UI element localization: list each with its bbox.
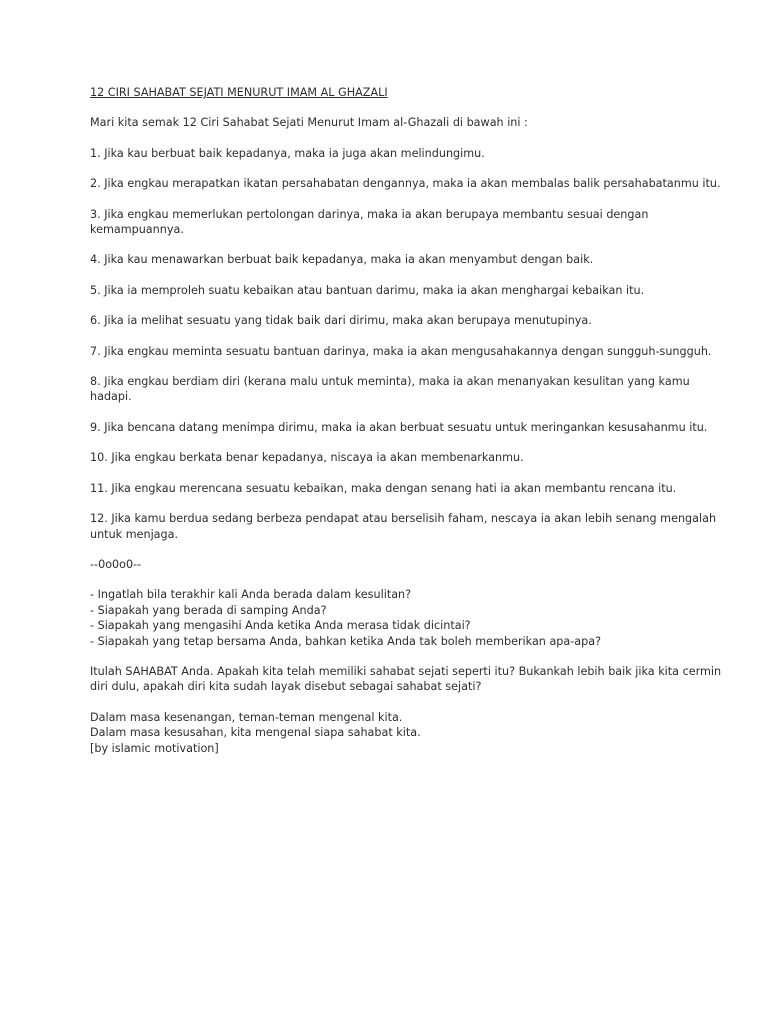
item-line-continued: kemampuannya. [90,223,184,237]
question-item: - Siapakah yang mengasihi Anda ketika Anda merasa tidak dicintai? [90,619,471,633]
list-item-2 [90,176,721,191]
list-item-3 [90,207,690,238]
list-item-5 [90,283,690,298]
list-item-6 [90,313,690,328]
item-line: 11. Jika engkau merencana sesuatu kebaikan, maka dengan senang hati ia akan membantu rencana itu. [90,481,677,495]
final-paragraph [90,710,690,756]
item-line: 3. Jika engkau memerlukan pertolongan darinya, maka ia akan berupaya membantu sesuai dengan [90,207,649,221]
question-item: - Siapakah yang tetap bersama Anda, bahkan ketika Anda tak boleh memberikan apa-apa? [90,634,602,648]
question-list [90,587,690,649]
list-item-11 [90,481,690,496]
item-line: 4. Jika kau menawarkan berbuat baik kepadanya, maka ia akan menyambut dengan baik. [90,253,594,267]
item-line: 7. Jika engkau meminta sesuatu bantuan darinya, maka ia akan mengusahakannya dengan sungguh-sungguh. [90,344,712,358]
item-line: 5. Jika ia memproleh suatu kebaikan atau bantuan darimu, maka ia akan menghargai kebaikan itu. [90,283,645,297]
item-line: 12. Jika kamu berdua sedang berbeza pendapat atau berselisih faham, nescaya ia akan lebih senang mengalah [90,512,717,526]
list-item-1 [90,146,690,161]
intro-paragraph: Mari kita semak 12 Ciri Sahabat Sejati Menurut Imam al-Ghazali di bawah ini : [90,116,528,130]
document-page [90,85,722,771]
question-item: - Siapakah yang berada di samping Anda? [90,603,327,617]
attribution: [by islamic motivation] [90,741,219,755]
item-line-continued: hadapi. [90,390,132,404]
list-item-12 [90,511,717,542]
document-title: 12 CIRI SAHABAT SEJATI MENURUT IMAM AL GHAZALI [90,86,388,99]
item-line: 10. Jika engkau berkata benar kepadanya, niscaya ia akan membenarkanmu. [90,451,524,465]
item-line: 1. Jika kau berbuat baik kepadanya, maka ia juga akan melindungimu. [90,146,485,160]
list-item-10 [90,450,690,465]
item-line: 8. Jika engkau berdiam diri (kerana malu untuk meminta), maka ia akan menanyakan kesulitan yang kamu [90,375,690,389]
list-item-9 [90,420,708,435]
closing-line: Itulah SAHABAT Anda. Apakah kita telah memiliki sahabat sejati seperti itu? Bukankah lebih baik jika kita cermin [90,664,722,678]
list-item-7 [90,344,712,359]
final-line: Dalam masa kesusahan, kita mengenal siapa sahabat kita. [90,726,421,740]
closing-line: diri dulu, apakah diri kita sudah layak disebut sebagai sahabat sejati? [90,680,482,694]
separator: --0o0o0-- [90,557,142,571]
final-line: Dalam masa kesenangan, teman-teman mengenal kita. [90,710,403,724]
closing-paragraph [90,664,722,695]
question-item: - Ingatlah bila terakhir kali Anda berada dalam kesulitan? [90,588,412,602]
list-item-4 [90,252,690,267]
list-item-8 [90,374,690,405]
item-line: 6. Jika ia melihat sesuatu yang tidak baik dari dirimu, maka akan berupaya menutupinya. [90,314,592,328]
item-line: 9. Jika bencana datang menimpa dirimu, maka ia akan berbuat sesuatu untuk meringankan kesusahanmu itu. [90,420,708,434]
item-line: 2. Jika engkau merapatkan ikatan persahabatan dengannya, maka ia akan membalas balik persahabatanmu itu. [90,177,721,191]
item-line-continued: untuk menjaga. [90,527,179,541]
